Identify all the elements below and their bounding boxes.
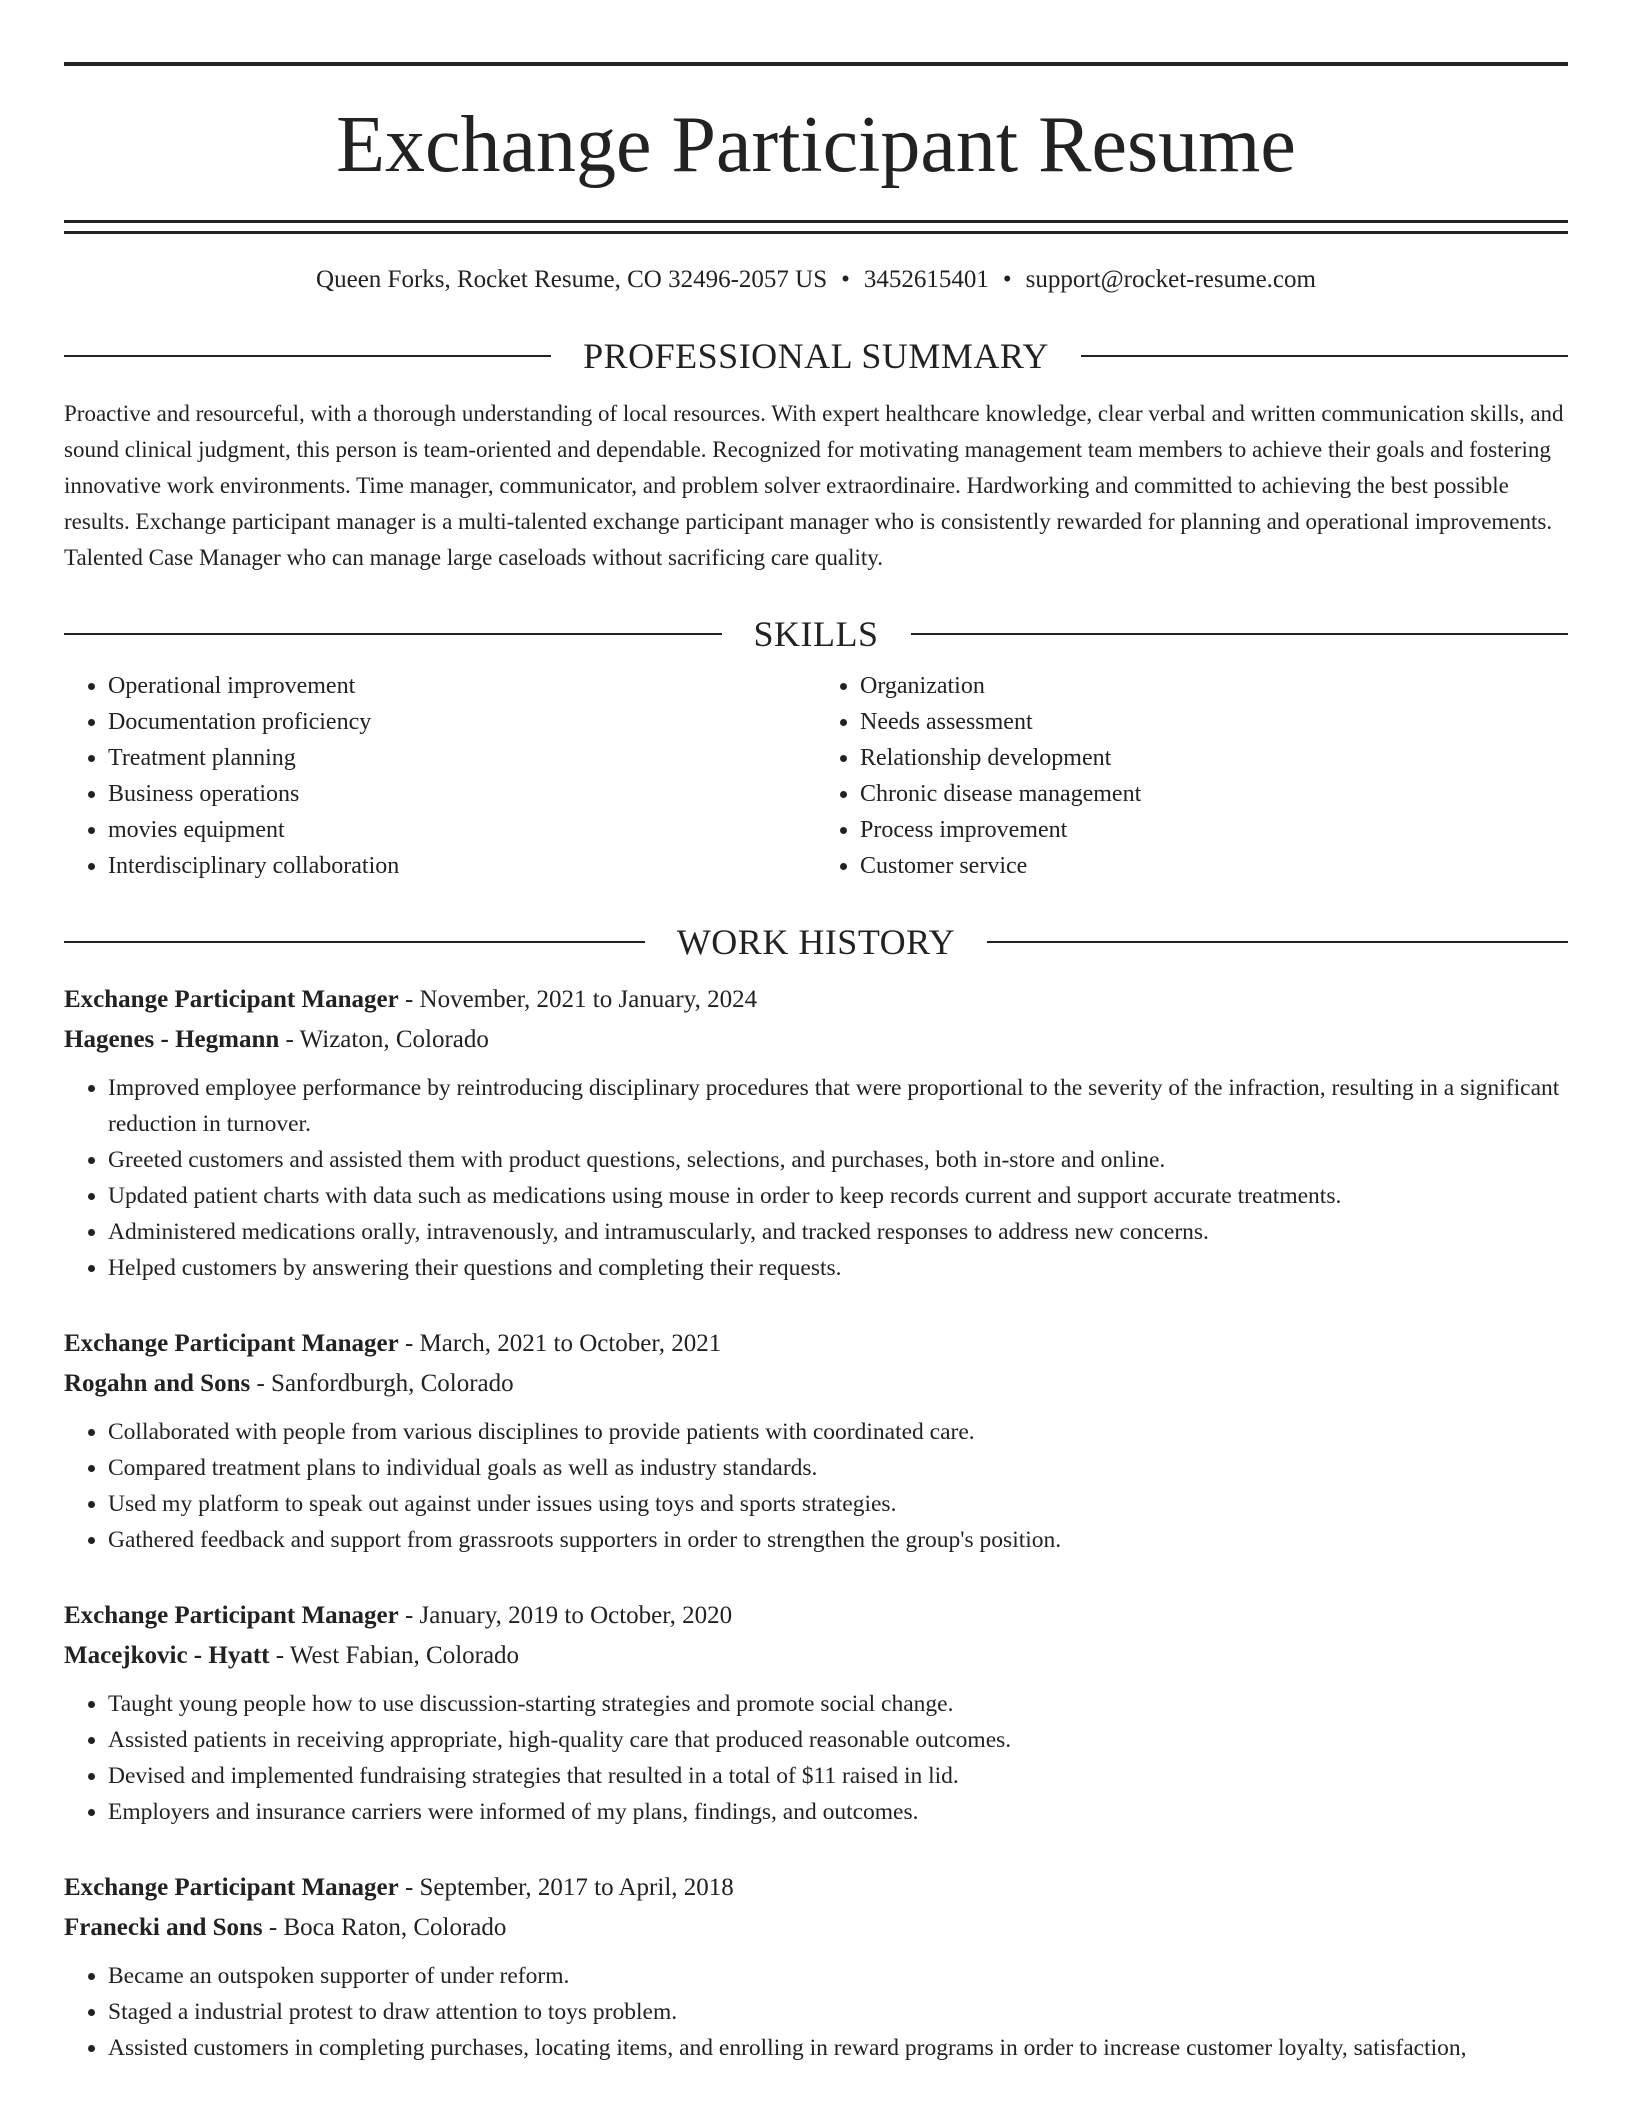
skills-list-left xyxy=(64,668,816,884)
heading-rule xyxy=(911,633,1569,635)
contact-email: support@rocket-resume.com xyxy=(1025,266,1316,293)
job-location: - Sanfordburgh, Colorado xyxy=(250,1370,514,1397)
heading-rule xyxy=(64,633,722,635)
summary-heading-label: PROFESSIONAL SUMMARY xyxy=(583,336,1049,376)
job-entry xyxy=(64,1596,1568,1830)
job-bullet: • Updated patient charts with data such as medications using mouse in order to keep records current and support accurate treatments. xyxy=(108,1178,1568,1214)
job-bullet: • Assisted customers in completing purchases, locating items, and enrolling in reward programs in order to increase customer loyalty, satisfaction, xyxy=(108,2030,1568,2066)
job-bullet: • Collaborated with people from various disciplines to provide patients with coordinated care. xyxy=(108,1414,1568,1450)
job-bullets xyxy=(64,1958,1568,2066)
skills-columns xyxy=(64,668,1568,884)
job-bullets xyxy=(64,1070,1568,1286)
summary-heading xyxy=(64,334,1568,378)
job-entry xyxy=(64,980,1568,1286)
job-company-line xyxy=(64,1020,1568,1060)
title-double-rule xyxy=(64,220,1568,234)
skill-item: • Business operations xyxy=(108,776,816,812)
job-title: Exchange Participant Manager xyxy=(64,1330,399,1357)
job-title: Exchange Participant Manager xyxy=(64,1874,399,1901)
work-history-heading-label: WORK HISTORY xyxy=(676,922,956,962)
job-entry xyxy=(64,1324,1568,1558)
job-bullet: • Helped customers by answering their questions and completing their requests. xyxy=(108,1250,1568,1286)
job-bullet: • Staged a industrial protest to draw attention to toys problem. xyxy=(108,1994,1568,2030)
skill-item: • Interdisciplinary collaboration xyxy=(108,848,816,884)
top-rule xyxy=(64,62,1568,66)
skills-list-right xyxy=(816,668,1568,884)
summary-text: Proactive and resourceful, with a thorough understanding of local resources. With expert healthcare knowledge, clear verbal and written communication skills, and sound clinical judgment, this person is team-oriented and dependable. Recognized for motivating management team members to achieve their goals and fostering innovative work environments. Time manager, communicator, and problem solver extraordinaire. Hardworking and committed to achieving the best possible results. Exchange participant manager is a multi-talented exchange participant manager who is consistently rewarded for planning and operational improvements. Talented Case Manager who can manage large caseloads without sacrificing care quality. xyxy=(64,401,1564,570)
heading-rule xyxy=(987,941,1568,943)
job-title-line xyxy=(64,1324,1568,1364)
job-company-line xyxy=(64,1908,1568,1948)
heading-rule xyxy=(64,941,645,943)
job-title: Exchange Participant Manager xyxy=(64,986,399,1013)
job-company-line xyxy=(64,1364,1568,1404)
job-location: - Wizaton, Colorado xyxy=(279,1026,489,1053)
job-bullet: • Taught young people how to use discussion-starting strategies and promote social change. xyxy=(108,1686,1568,1722)
job-bullets xyxy=(64,1414,1568,1558)
resume-title: Exchange Participant Resume xyxy=(336,101,1296,189)
job-location: - West Fabian, Colorado xyxy=(269,1642,520,1669)
skill-item: • Relationship development xyxy=(860,740,1568,776)
job-title-line xyxy=(64,1868,1568,1908)
job-bullet: • Became an outspoken supporter of under reform. xyxy=(108,1958,1568,1994)
job-title: Exchange Participant Manager xyxy=(64,1602,399,1629)
heading-rule xyxy=(1081,355,1568,357)
job-bullet: • Improved employee performance by reintroducing disciplinary procedures that were proportional to the severity of the infraction, resulting in a significant reduction in turnover. xyxy=(108,1070,1568,1142)
job-bullet: • Gathered feedback and support from grassroots supporters in order to strengthen the group's position. xyxy=(108,1522,1568,1558)
skill-item: • Needs assessment xyxy=(860,704,1568,740)
contact-phone: 3452615401 xyxy=(863,266,989,293)
job-company: Rogahn and Sons xyxy=(64,1370,251,1397)
job-company: Franecki and Sons xyxy=(64,1914,263,1941)
job-bullet: • Administered medications orally, intravenously, and intramuscularly, and tracked responses to address new concerns. xyxy=(108,1214,1568,1250)
skill-item: • Operational improvement xyxy=(108,668,816,704)
job-bullet: • Compared treatment plans to individual goals as well as industry standards. xyxy=(108,1450,1568,1486)
heading-rule xyxy=(64,355,551,357)
job-company-line xyxy=(64,1636,1568,1676)
job-location: - Boca Raton, Colorado xyxy=(262,1914,507,1941)
work-history-heading xyxy=(64,920,1568,964)
skill-item: • Customer service xyxy=(860,848,1568,884)
skill-item: • Chronic disease management xyxy=(860,776,1568,812)
job-bullet: • Greeted customers and assisted them with product questions, selections, and purchases, both in-store and online. xyxy=(108,1142,1568,1178)
skills-heading-label: SKILLS xyxy=(753,614,879,654)
skill-item: • Documentation proficiency xyxy=(108,704,816,740)
job-title-line xyxy=(64,980,1568,1020)
job-bullet: • Employers and insurance carriers were informed of my plans, findings, and outcomes. xyxy=(108,1794,1568,1830)
skill-item: • Treatment planning xyxy=(108,740,816,776)
job-company: Hagenes - Hegmann xyxy=(64,1026,280,1053)
job-entry xyxy=(64,1868,1568,2066)
skill-item: • Organization xyxy=(860,668,1568,704)
job-company: Macejkovic - Hyatt xyxy=(64,1642,270,1669)
job-dates: - September, 2017 to April, 2018 xyxy=(398,1874,734,1901)
skills-heading xyxy=(64,612,1568,656)
job-dates: - January, 2019 to October, 2020 xyxy=(398,1602,733,1629)
job-bullet: • Devised and implemented fundraising strategies that resulted in a total of $11 raised in lid. xyxy=(108,1758,1568,1794)
contact-address: Queen Forks, Rocket Resume, CO 32496-2057 US xyxy=(316,266,828,293)
job-bullet: • Used my platform to speak out against under issues using toys and sports strategies. xyxy=(108,1486,1568,1522)
contact-separator: • xyxy=(1002,266,1012,293)
skill-item: • movies equipment xyxy=(108,812,816,848)
job-bullet: • Assisted patients in receiving appropriate, high-quality care that produced reasonable outcomes. xyxy=(108,1722,1568,1758)
job-title-line xyxy=(64,1596,1568,1636)
skill-item: • Process improvement xyxy=(860,812,1568,848)
contact-separator: • xyxy=(841,266,850,293)
job-dates: - March, 2021 to October, 2021 xyxy=(398,1330,722,1357)
job-bullets xyxy=(64,1686,1568,1830)
contact-line xyxy=(64,262,1568,298)
job-dates: - November, 2021 to January, 2024 xyxy=(398,986,758,1013)
